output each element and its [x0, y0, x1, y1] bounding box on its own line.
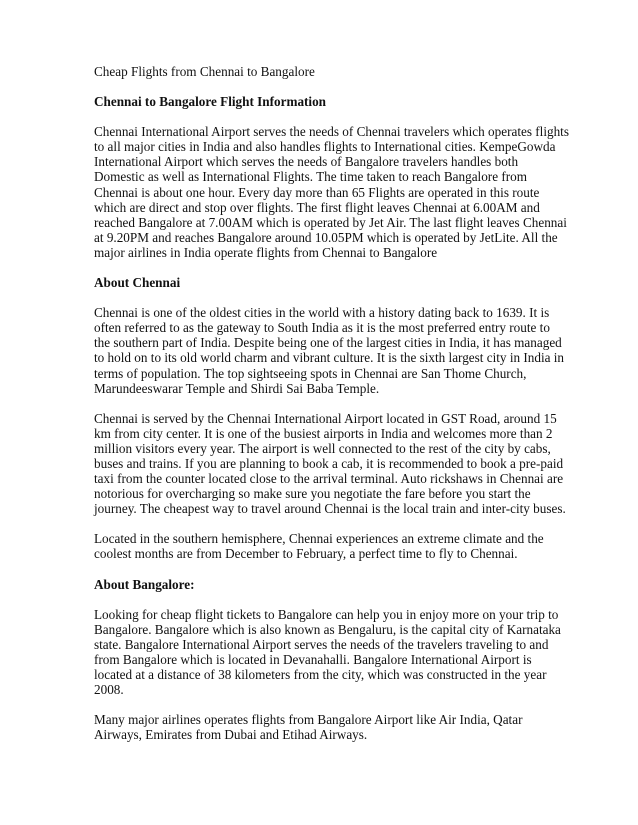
paragraph-line: state. Bangalore International Airport serves the needs of the travelers traveling to and [94, 636, 549, 652]
document-page [94, 64, 569, 757]
paragraph-line: taxi from the counter located close to the arrival terminal. Auto rickshaws in Chennai are [94, 471, 564, 487]
paragraph-line: Marundeeswarar Temple and Shirdi Sai Baba Temple. [94, 380, 380, 396]
paragraph-line: 2008. [94, 682, 124, 698]
section-heading: About Bangalore: [94, 576, 195, 592]
paragraph-line: Chennai is one of the oldest cities in the world with a history dating back to 1639. It is [94, 305, 550, 321]
paragraph-line: Domestic as well as International Flights. The time taken to reach Bangalore from [94, 169, 527, 185]
paragraph-line: at 9.20PM and reaches Bangalore around 10.05PM which is operated by JetLite. All the [94, 229, 558, 245]
paragraph-line: Bangalore. Bangalore which is also known as Bengaluru, is the capital city of Karnataka [94, 621, 561, 637]
paragraph-line: Located in the southern hemisphere, Chennai experiences an extreme climate and the [94, 531, 544, 547]
paragraph-line: to all major cities in India and also handles flights to International cities. KempeGowda [94, 139, 556, 155]
paragraph [94, 124, 569, 260]
paragraph-line: reached Bangalore at 7.00AM which is operated by Jet Air. The last flight leaves Chennai [94, 214, 567, 230]
section-heading: Chennai to Bangalore Flight Information [94, 94, 327, 110]
paragraph-line: notorious for overcharging so make sure you negotiate the fare before you start the [94, 486, 531, 502]
paragraph-line: Chennai is about one hour. Every day more than 65 Flights are operated in this route [94, 184, 540, 200]
section-about-bangalore [94, 576, 561, 743]
paragraph-line: km from city center. It is one of the busiest airports in India and welcomes more than 2 [94, 425, 553, 441]
paragraph-line: coolest months are from December to February, a perfect time to fly to Chennai. [94, 546, 518, 562]
section-heading: About Chennai [94, 275, 181, 291]
paragraph-line: Chennai International Airport serves the needs of Chennai travelers which operates flights [94, 124, 569, 140]
paragraph-line: Airways, Emirates from Dubai and Etihad Airways. [94, 727, 368, 743]
paragraph [94, 606, 561, 698]
paragraph [94, 410, 566, 517]
document-title: Cheap Flights from Chennai to Bangalore [94, 64, 315, 79]
paragraph [94, 305, 565, 396]
paragraph-line: to hold on to its old world charm and vibrant culture. It is the sixth largest city in India in [94, 350, 565, 366]
paragraph-line: often referred to as the gateway to South India as it is the most preferred entry route to [94, 320, 550, 336]
paragraph-line: from Bangalore which is located in Devanahalli. Bangalore International Airport is [94, 651, 532, 667]
paragraph-line: journey. The cheapest way to travel around Chennai is the local train and inter-city buses. [94, 501, 566, 517]
paragraph-line: million visitors every year. The airport is well connected to the rest of the city by cabs, [94, 440, 551, 456]
paragraph-line: which are direct and stop over flights. The first flight leaves Chennai at 6.00AM and [94, 199, 540, 215]
section-flight-information [94, 94, 569, 260]
paragraph-line: Chennai is served by the Chennai International Airport located in GST Road, around 15 [94, 410, 557, 426]
paragraph-line: Looking for cheap flight tickets to Bangalore can help you in enjoy more on your trip to [94, 606, 559, 622]
paragraph-line: major airlines in India operate flights from Chennai to Bangalore [94, 244, 438, 260]
section-about-chennai [94, 275, 566, 562]
paragraph-line: Many major airlines operates flights from Bangalore Airport like Air India, Qatar [94, 712, 523, 728]
paragraph-line: located at a distance of 38 kilometers from the city, which was constructed in the year [94, 667, 547, 682]
paragraph [94, 712, 549, 742]
paragraph-line: buses and trains. If you are planning to book a cab, it is recommended to book a pre-paid [94, 455, 564, 471]
paragraph-line: International Airport which serves the needs of Bangalore travelers handles both [94, 154, 519, 170]
paragraph-line: terms of population. The top sightseeing spots in Chennai are San Thome Church, [94, 365, 527, 381]
paragraph [94, 531, 549, 561]
paragraph-line: the southern part of India. Despite being one of the largest cities in India, it has managed [94, 335, 562, 351]
